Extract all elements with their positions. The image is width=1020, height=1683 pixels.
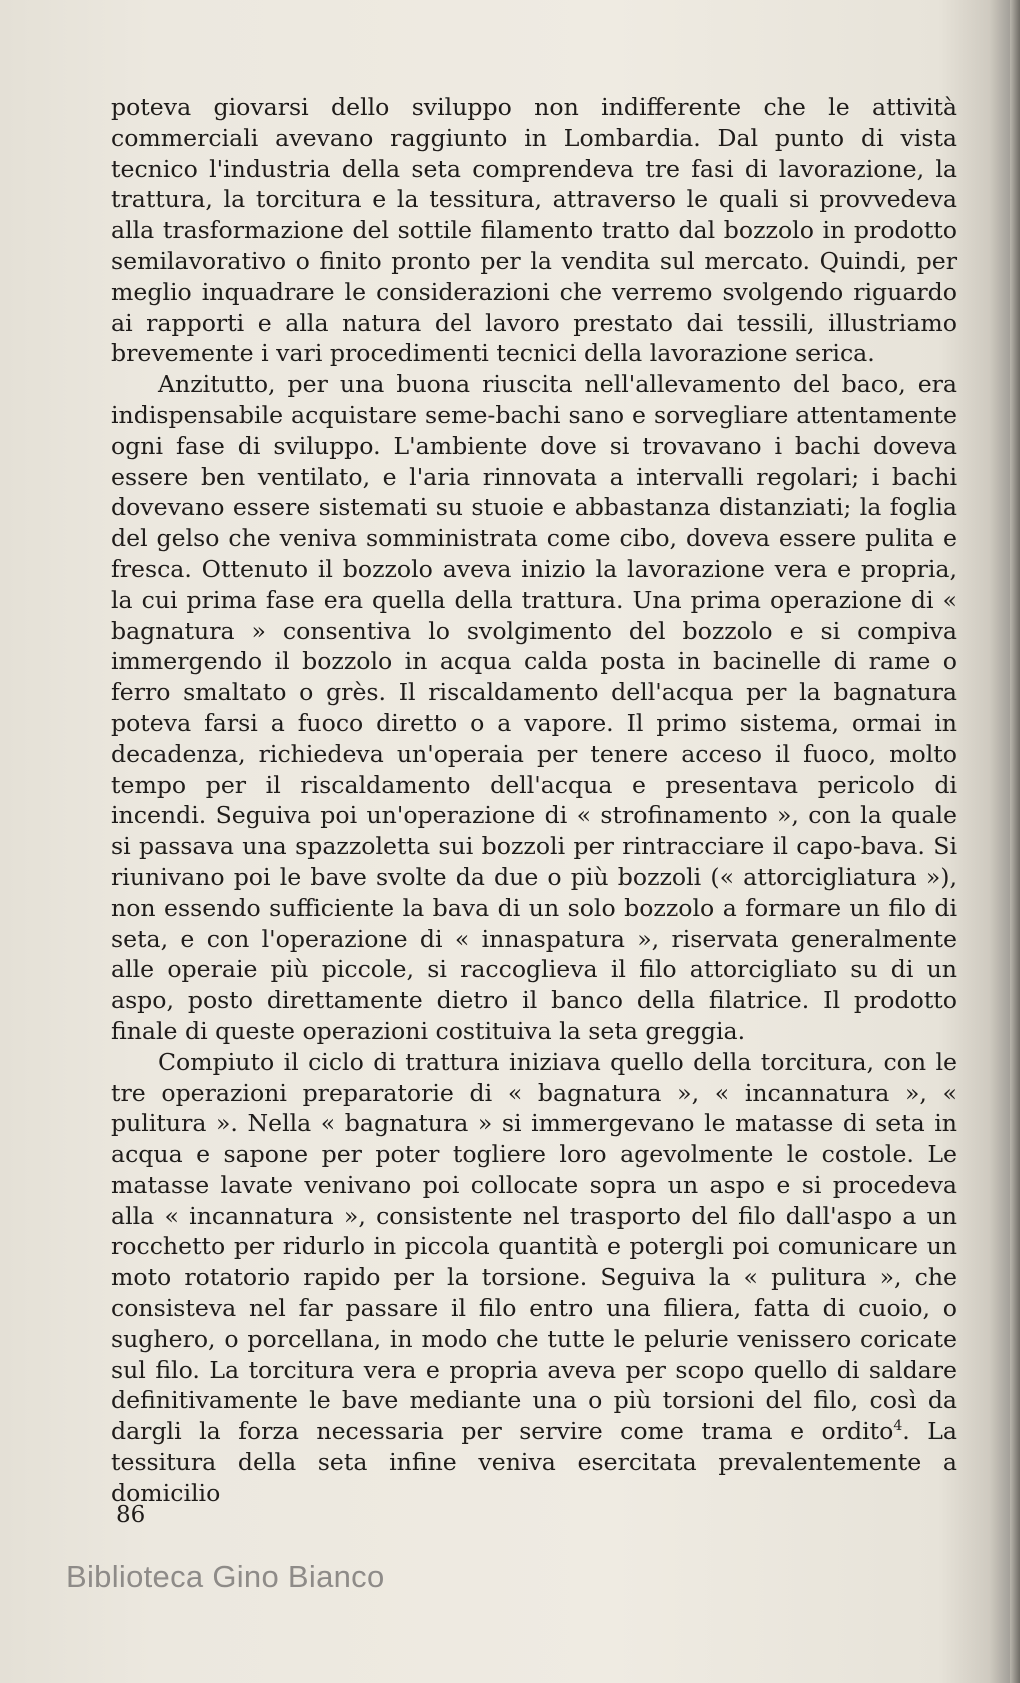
body-text [111,92,957,1509]
footnote-marker: 4 [893,1418,903,1435]
page-number: 86 [116,1502,146,1528]
paragraph: poteva giovarsi dello sviluppo non indifferente che le attività commerciali avevano raggiunto in Lombardia. Dal punto di vista tecnico l'industria della seta comprendeva tre fasi di lavorazione, la trattura, la torcitura e la tessitura, attraverso le quali si provvedeva alla trasformazione del sottile filamento tratto dal bozzolo in prodotto semilavorativo o finito pronto per la vendita sul mercato. Quindi, per meglio inquadrare le considerazioni che verremo svolgendo riguardo ai rapporti e alla natura del lavoro prestato dai tessili, illustriamo brevemente i vari procedimenti tecnici della lavorazione serica. [111,93,957,368]
paragraph-text-continued: . La tessitura della seta infine veniva esercitata prevalentemente a domicilio [111,1417,957,1507]
page-edge [1010,0,1020,1683]
paragraph [111,1047,957,1509]
paragraph: Anzitutto, per una buona riuscita nell'allevamento del baco, era indispensabile acquistare seme-bachi sano e sorvegliare attentamente ogni fase di sviluppo. L'ambiente dove si trovavano i bachi doveva essere ben ventilato, e l'aria rinnovata a intervalli regolari; i bachi dovevano essere sistemati su stuoie e abbastanza distanziati; la foglia del gelso che veniva somministrata come cibo, doveva essere pulita e fresca. Ottenuto il bozzolo aveva inizio la lavorazione vera e propria, la cui prima fase era quella della trattura. Una prima operazione di « bagnatura » consentiva lo svolgimento del bozzolo e si compiva immergendo il bozzolo in acqua calda posta in bacinelle di rame o ferro smaltato o grès. Il riscaldamento dell'acqua per la bagnatura poteva farsi a fuoco diretto o a vapore. Il primo sistema, ormai in decadenza, richiedeva un'operaia per tenere acceso il fuoco, molto tempo per il riscaldamento dell'acqua e presentava pericolo di incendi. Seguiva poi un'operazione di « strofinamento », con la quale si passava una spazzoletta sui bozzoli per rintracciare il capo-bava. Si riunivano poi le bave svolte da due o più bozzoli (« attorcigliatura »), non essendo sufficiente la bava di un solo bozzolo a formare un filo di seta, e con l'operazione di « innaspatura », riservata generalmente alle operaie più piccole, si raccoglieva il filo attorcigliato su di un aspo, posto direttamente dietro il banco della filatrice. Il prodotto finale di queste operazioni costituiva la seta greggia. [111,370,957,1045]
library-watermark: Biblioteca Gino Bianco [66,1559,385,1594]
paragraph-text: Compiuto il ciclo di trattura iniziava quello della torcitura, con le tre operazioni preparatorie di « bagnatura », « incannatura », « pulitura ». Nella « bagnatura » si immergevano le matasse di seta in acqua e sapone per poter togliere loro agevolmente le costole. Le matasse lavate venivano poi collocate sopra un aspo e si procedeva alla « incannatura », consistente nel trasporto del filo dall'aspo a un rocchetto per ridurlo in piccola quantità e potergli poi comunicare un moto rotatorio rapido per la torsione. Seguiva la « pulitura », che consisteva nel far passare il filo entro una filiera, fatta di cuoio, o sughero, o porcellana, in modo che tutte le pelurie venissero coricate sul filo. La torcitura vera e propria aveva per scopo quello di saldare definitivamente le bave mediante una o più torsioni del filo, così da dargli la forza necessaria per servire come trama e ordito [111,1047,957,1446]
